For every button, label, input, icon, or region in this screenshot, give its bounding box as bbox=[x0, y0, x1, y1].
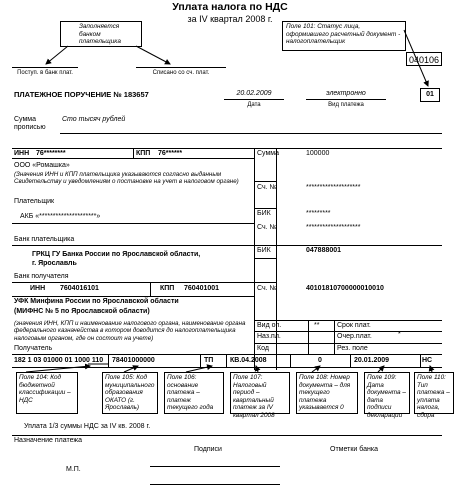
payer-corr: ******************** bbox=[306, 224, 361, 231]
arrow-field106 bbox=[186, 366, 212, 372]
kbk: 182 1 03 01000 01 1000 110 bbox=[14, 357, 104, 364]
recipient-name-2: (МИФНС № 5 по Ярославской области) bbox=[14, 308, 150, 315]
field108-text: Поле 108: Номер документа – для текущего платежа указывается 0 bbox=[299, 374, 351, 412]
amount-words-label-2: прописью bbox=[14, 124, 46, 131]
field104-text: Поле 104: Код бюджетной классификации – НДС bbox=[19, 374, 71, 404]
payer-bank: АКБ «*********************» bbox=[20, 213, 101, 220]
ochered-value: * bbox=[398, 331, 401, 338]
vid-op-label: Вид оп. bbox=[257, 322, 282, 329]
recipient-bank: ГРКЦ ГУ Банка России по Ярославской области, bbox=[32, 251, 201, 258]
field105-text: Поле 105: Код муниципального образования ОКАТО (г. Ярославль) bbox=[105, 374, 155, 412]
recipient-bik: 047888001 bbox=[306, 247, 342, 254]
vid-op-value: ** bbox=[314, 322, 320, 329]
recipient-inn: 7604016101 bbox=[60, 285, 99, 292]
order-date: 20.02.2009 bbox=[236, 90, 272, 97]
naz-pl-label: Наз.пл. bbox=[257, 333, 281, 340]
order-date-label: Дата bbox=[247, 102, 261, 108]
recipient-kpp: 760401001 bbox=[184, 285, 220, 292]
srok-label: Срок плат. bbox=[337, 322, 371, 329]
rez-label: Рез. поле bbox=[337, 345, 368, 352]
payer-inn-label: ИНН bbox=[14, 150, 30, 157]
tax-period: КВ.04.2008 bbox=[230, 357, 267, 364]
mp-label: М.П. bbox=[66, 466, 81, 473]
bank-callout-text: Заполняется банком плательщика bbox=[79, 23, 121, 46]
ochered-label: Очер.плат. bbox=[337, 333, 372, 340]
payer-kpp-label: КПП bbox=[136, 150, 151, 157]
status-value: 01 bbox=[426, 91, 434, 98]
field101-callout-text: Поле 101: Статус лица, оформившего расчетный документ - налогоплательщик bbox=[286, 23, 401, 46]
field109-text: Поле 109: Дата документа – дата подписи декларации bbox=[367, 374, 406, 419]
arrow-to-received bbox=[46, 46, 68, 64]
recipient-bank-city: г. Ярославль bbox=[32, 260, 77, 267]
payer-note: (Значения ИНН и КПП плательщика указываются согласно выданным Свидетельству и уведомлениям о постановке на учет в налоговом органе) bbox=[14, 171, 239, 186]
recipient-label: Получатель bbox=[14, 345, 53, 352]
okato: 78401000000 bbox=[112, 357, 155, 364]
bank-marks-label: Отметки банка bbox=[330, 446, 378, 453]
recipient-bank-label: Банк получателя bbox=[14, 273, 69, 280]
payer-bank-label: Банк плательщика bbox=[14, 236, 75, 243]
form-code: 040106 bbox=[408, 55, 440, 65]
payer-acc-label: Сч. № bbox=[257, 184, 278, 191]
arrow-to-debited bbox=[136, 46, 170, 64]
recipient-name: УФК Минфина России по Ярославской области bbox=[14, 298, 179, 305]
amount-words: Сто тысяч рублей bbox=[62, 116, 126, 123]
sum-value: 100000 bbox=[306, 150, 330, 157]
arrow-field105 bbox=[124, 366, 138, 372]
payer-corr-label: Сч. № bbox=[257, 224, 278, 231]
sum-label: Сумма bbox=[257, 150, 279, 157]
recipient-acc-label: Сч. № bbox=[257, 285, 278, 292]
tax-basis: ТП bbox=[204, 357, 214, 364]
purpose-text: Уплата 1/3 суммы НДС за IV кв. 2008 г. bbox=[24, 423, 151, 430]
doc-date: 20.01.2009 bbox=[354, 357, 390, 364]
arrow-field104 bbox=[26, 366, 90, 372]
payer-inn: 76******** bbox=[36, 150, 66, 157]
purpose-label: Назначение платежа bbox=[14, 437, 82, 444]
debited-label: Списано со сч. плат. bbox=[152, 70, 210, 76]
signatures-label: Подписи bbox=[194, 446, 222, 453]
arrow-field109 bbox=[378, 366, 384, 372]
field110-text: Поле 110: Тип платежа – уплата налога, сбора bbox=[417, 374, 450, 419]
order-title: ПЛАТЕЖНОЕ ПОРУЧЕНИЕ № 183657 bbox=[14, 90, 149, 99]
received-label: Поступ. в банк плат. bbox=[17, 70, 73, 76]
field106-text: Поле 106: основание платежа – платеж текущего года bbox=[167, 374, 214, 412]
payer-bik: ********* bbox=[306, 210, 331, 217]
doc-number: 0 bbox=[318, 357, 322, 364]
payment-type: электронно bbox=[326, 90, 366, 97]
recipient-kpp-label: КПП bbox=[160, 285, 175, 292]
payer-kpp: 76****** bbox=[158, 150, 183, 157]
field107-text: Поле 107: Налоговый период – квартальный платеж за IV квартал 2008 bbox=[233, 374, 275, 419]
arrow-field110 bbox=[430, 366, 432, 372]
recipient-note: (значения ИНН, КПП и наименование налогового органа, наименование органа федерального казначейства в котором доводится до налогоплательщика налоговым органом, где он состоит на учете) bbox=[14, 320, 246, 342]
page-title: Уплата налога по НДС bbox=[172, 1, 288, 13]
payer-label: Плательщик bbox=[14, 198, 55, 205]
kod-label: Код bbox=[257, 345, 269, 352]
recipient-acc: 40101810700000010010 bbox=[306, 285, 384, 292]
payer-name: ООО «Ромашка» bbox=[14, 162, 70, 169]
arrow-to-status bbox=[404, 30, 428, 86]
page-subtitle: за IV квартал 2008 г. bbox=[187, 14, 273, 24]
arrow-field107 bbox=[256, 366, 258, 372]
arrow-field108 bbox=[312, 366, 320, 372]
recipient-inn-label: ИНН bbox=[30, 285, 46, 292]
recipient-bik-label: БИК bbox=[257, 247, 271, 254]
payer-bik-label: БИК bbox=[257, 210, 271, 217]
payment-kind: НС bbox=[422, 357, 433, 364]
amount-words-label: Сумма bbox=[14, 116, 36, 123]
payment-type-label: Вид платежа bbox=[328, 102, 364, 108]
payer-acc: ******************** bbox=[306, 184, 361, 191]
